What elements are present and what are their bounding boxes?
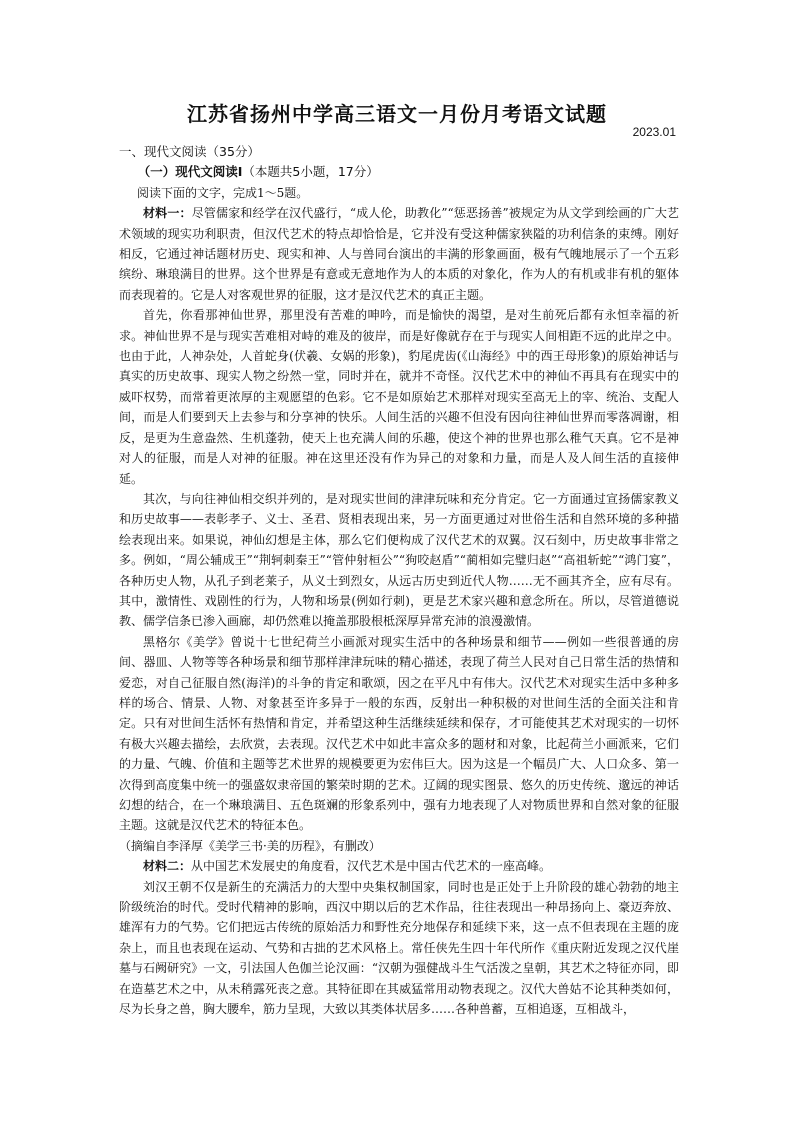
section-heading: 一、现代文阅读（35分） <box>119 144 260 159</box>
material-one-paragraph-2: 首先，你看那神仙世界，那里没有苦难的呻吟，而是愉快的渴望，是对生前死后都有永恒幸福的祈求。神仙世界不是与现实苦难相对峙的难及的彼岸，而是好像就存在于与现实人间相距不远的此岸之中。也由于此，人神杂处，人首蛇身(伏羲、女娲的形象)，豹尾虎齿(《山海经》中的西王母形象)的原始神话与真实的历史故事、现实人物之纷然一堂，同时并在，就并不奇怪。汉代艺术中的神仙不再具有在现实中的威吓权势，而常着更浓厚的主观愿望的色彩。它不是如原始艺术那样对现实至高无上的宰、统治、支配人间，而是人们要到天上去参与和分享神的快乐。人间生活的兴趣不但没有因向往神仙世界而零落凋谢，相反，是更为生意盎然、生机蓬勃，使天上也充满人间的乐趣，使这个神的世界也那么稚气天真。它不是神对人的征服，而是人对神的征服。神在这里还没有作为异己的对象和力量，而是人及人间生活的直接伸延。 <box>119 308 679 486</box>
reading-instruction: 阅读下面的文字，完成1～5题。 <box>137 185 309 200</box>
subsection-label: （一）现代文阅读Ⅰ <box>137 164 243 180</box>
subsection-heading <box>119 162 679 182</box>
material-one-paragraph-3: 其次，与向往神仙相交织并列的，是对现实世间的津津玩味和充分肯定。它一方面通过宣扬儒家教义和历史故事——表彰孝子、义士、圣君、贤相表现出来，另一方面更通过对世俗生活和自然环境的多种描绘表现出来。如果说，神仙幻想是主体，那么它们便构成了汉代艺术的双翼。汉石刻中，历史故事非常之多。例如，“周公辅成王”“荆轲刺秦王”“管仲射桓公”“狗咬赵盾”“蔺相如完璧归赵”“高祖斩蛇”“鸿门宴”，各种历史人物，从孔子到老莱子，从义士到烈女，从远古历史到近代人物……无不画其齐全，应有尽有。其中，激情性、戏剧性的行为，人物和场景(例如行刺)，更是艺术家兴趣和意念所在。所以，尽管道德说教、儒学信条已渗入画廊，却仍然难以掩盖那股根柢深厚异常充沛的浪漫激情。 <box>119 491 679 629</box>
subsection-info: （本题共5小题，17分） <box>242 164 379 180</box>
material-one-label: 材料一： <box>143 206 192 221</box>
document-title: 江苏省扬州中学高三语文一月份月考语文试题 <box>187 102 607 126</box>
document-date: 2023.01 <box>632 125 676 139</box>
material-one-paragraph-4: 黑格尔《美学》曾说十七世纪荷兰小画派对现实生活中的各种场景和细节——例如一些很普通的房间、器皿、人物等等各种场景和细节那样津津玩味的精心描述，表现了荷兰人民对自己日常生活的热情和爱恋，对自己征服自然(海洋)的斗争的肯定和歌颂，因之在平凡中有伟大。汉代艺术对现实生活中多种多样的场合、情景、人物、对象甚至许多异于一般的东西，反射出一种积极的对世间生活的全面关注和肯定。只有对世间生活怀有热情和肯定，并希望这种生活继续延续和保存，才可能使其艺术对现实的一切怀有极大兴趣去描绘，去欣赏，去表现。汉代艺术中如此丰富众多的题材和对象，比起荷兰小画派来，它们的力量、气魄、价值和主题等艺术世界的规模要更为宏伟巨大。因为这是一个幅员广大、人口众多、第一次得到高度集中统一的强盛奴隶帝国的繁荣时期的艺术。辽阔的现实图景、悠久的历史传统、邈远的神话幻想的结合，在一个琳琅满目、五色斑斓的形象系列中，强有力地表现了人对物质世界和自然对象的征服主题。这就是汉代艺术的特征本色。 <box>119 634 679 833</box>
material-two-paragraph-1 <box>119 856 679 876</box>
material-one-paragraph-1 <box>119 203 679 305</box>
material-one-source: （摘编自李泽厚《美学三书·美的历程》，有删改） <box>119 838 381 853</box>
document-body <box>119 142 679 1019</box>
material-one-text-1: 尽管儒家和经学在汉代盛行，“成人伦，助教化”“惩恶扬善”被规定为从文学到绘画的广大艺术领域的现实功利职责，但汉代艺术的特点却恰恰是，它并没有受这种儒家狭隘的功利信条的束缚。刚好相反，它通过神话题材历史、现实和神、人与兽同台演出的丰满的形象画面，极有气魄地展示了一个五彩缤纷、琳琅满目的世界。这个世界是有意或无意地作为人的本质的对象化，作为人的有机或非有机的躯体而表现着的。它是人对客观世界的征服，这才是汉代艺术的真正主题。 <box>119 206 679 302</box>
material-two-paragraph-2: 刘汉王朝不仅是新生的充满活力的大型中央集权制国家，同时也是正处于上升阶段的雄心勃勃的地主阶级统治的时代。受时代精神的影响，西汉中期以后的艺术作品，往往表现出一种昂扬向上、豪迈奔放、雄浑有力的气势。它们把远古传统的原始活力和野性充分地保存和延续下来，这一点不但表现在主题的庞杂上，而且也表现在运动、气势和古拙的艺术风格上。常任侠先生四十年代所作《重庆附近发现之汉代崖墓与石阙研究》一文，引法国人色伽兰论汉画：“汉朝为强健战斗生气活泼之皇朝，其艺术之特征亦同，即在造墓艺术之中，从未稍露死丧之意。其特征即在其威猛常用动物表现之。汉代大兽姑不论其种类如何，尽为长身之兽，胸大腰牟，筋力呈现，大致以其类体状居多……各种兽蓄，互相追逐，互相战斗， <box>119 879 679 1017</box>
material-two-text-1: 从中国艺术发展史的角度看，汉代艺术是中国古代艺术的一座高峰。 <box>191 859 552 874</box>
material-two-label: 材料二： <box>143 859 192 874</box>
